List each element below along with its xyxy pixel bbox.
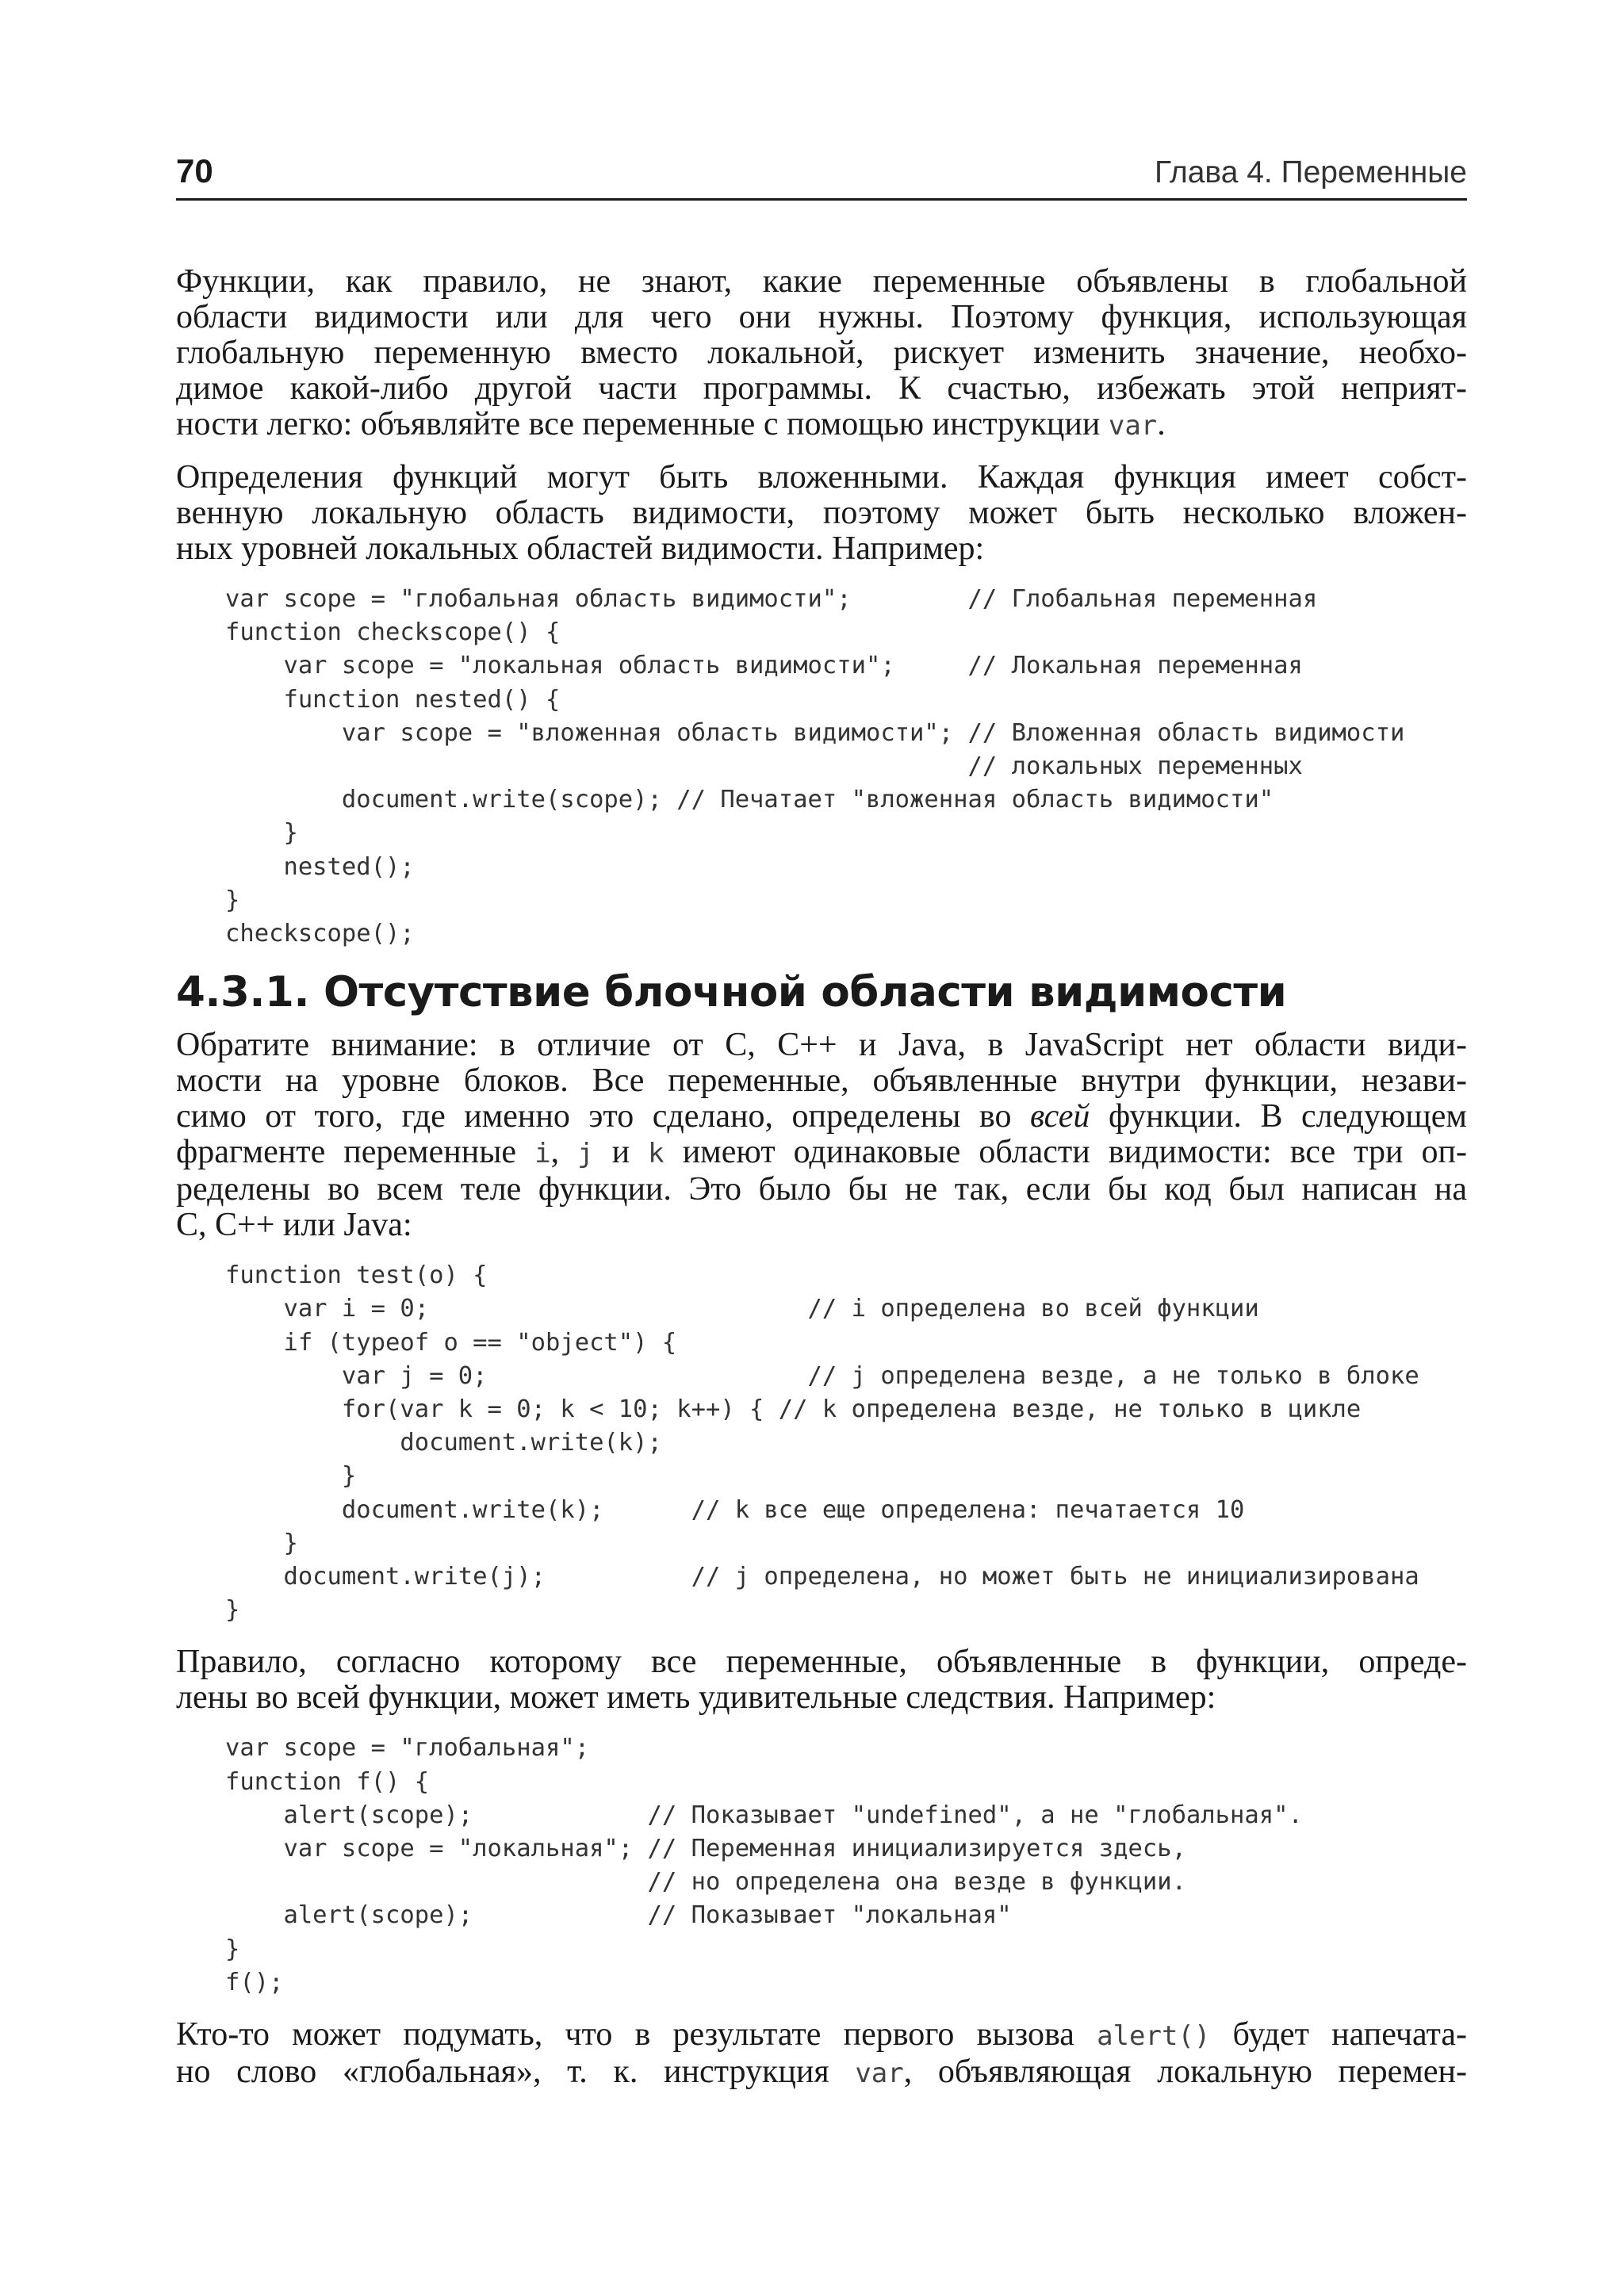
text-line: [176, 1135, 1467, 1172]
text-line: [176, 2017, 1467, 2054]
text-fragment: функции. В следующем: [1090, 1098, 1467, 1135]
code-line: }: [225, 1596, 240, 1625]
inline-code-k: k: [648, 1138, 665, 1170]
code-line: document.write(scope); // Печатает "вложенная область видимости": [225, 786, 1274, 814]
code-line: var scope = "локальная область видимости"; // Локальная переменная: [225, 652, 1303, 680]
text-fragment: .: [1157, 406, 1166, 442]
inline-code-i: i: [534, 1138, 551, 1170]
chapter-title: Глава 4. Переменные: [1155, 155, 1467, 189]
text-line: области видимости или для чего они нужны. Поэтому функция, использующая: [176, 299, 1467, 335]
text-fragment: ,: [550, 1134, 578, 1171]
code-line: var scope = "глобальная";: [225, 1734, 590, 1763]
paragraph-global-scope-risk: [176, 264, 1467, 444]
inline-code-j: j: [577, 1138, 594, 1170]
code-line: }: [225, 886, 240, 914]
code-listing-test: [225, 1259, 1467, 1627]
code-line: var i = 0; // i определена во всей функции: [225, 1295, 1259, 1323]
text-fragment: , объявляющая локальную перемен-: [903, 2054, 1467, 2091]
text-line: ределены во всем теле функции. Это было бы не так, если бы код был написан на: [176, 1171, 1467, 1208]
code-line: for(var k = 0; k < 10; k++) { // k определена везде, не только в цикле: [225, 1395, 1362, 1424]
text-line: Обратите внимание: в отличие от C, C++ и Java, в JavaScript нет области види-: [176, 1027, 1467, 1064]
text-line: [176, 1099, 1467, 1135]
emphasis-text: всей: [1030, 1098, 1090, 1135]
text-fragment: и: [593, 1134, 649, 1171]
text-line: [176, 407, 1467, 444]
text-line: Правило, согласно которому все переменные, объявленные в функции, опреде-: [176, 1644, 1467, 1681]
text-fragment: ности легко: объявляйте все переменные с помощью инструкции: [176, 406, 1109, 442]
code-line: }: [225, 819, 298, 848]
code-line: function test(o) {: [225, 1261, 488, 1290]
code-listing-checkscope: [225, 583, 1467, 951]
text-line: лены во всей функции, может иметь удивительные следствия. Например:: [176, 1679, 1216, 1717]
text-line: димое какой-либо другой части программы. К счастью, избежать этой неприят-: [176, 370, 1467, 407]
text-fragment: имеют одинаковые области видимости: все три оп-: [664, 1134, 1468, 1171]
code-line: function nested() {: [225, 685, 561, 714]
code-line: document.write(k); // k все еще определена: печатается 10: [225, 1495, 1245, 1524]
inline-code-var: var: [1108, 410, 1158, 442]
code-line: var scope = "локальная"; // Переменная инициализируется здесь,: [225, 1835, 1186, 1863]
text-line: C, C++ или Java:: [176, 1207, 412, 1244]
text-line: глобальную переменную вместо локальной, рискует изменить значение, необхо-: [176, 335, 1467, 371]
inline-code-var: var: [855, 2058, 904, 2090]
running-head: [176, 143, 1467, 201]
code-line: nested();: [225, 852, 415, 881]
text-fragment: Кто-то может подумать, что в результате первого вызова: [176, 2016, 1097, 2054]
code-line: checkscope();: [225, 920, 415, 948]
text-line: венную локальную область видимости, поэтому может быть несколько вложен-: [176, 495, 1467, 531]
code-line: f();: [225, 1968, 284, 1996]
code-line: var scope = "глобальная область видимости"; // Глобальная переменная: [225, 585, 1318, 613]
inline-code-alert: alert(): [1097, 2020, 1211, 2053]
paragraph-first-alert: [176, 2017, 1467, 2092]
code-line: // но определена она везде в функции.: [225, 1868, 1186, 1897]
code-listing-hoisting: [225, 1732, 1467, 2000]
page-number: 70: [176, 152, 213, 189]
code-line: }: [225, 1935, 240, 1963]
code-line: }: [225, 1529, 298, 1557]
section-heading: 4.3.1. Отсутствие блочной области видимости: [176, 968, 1287, 1017]
code-line: var j = 0; // j определена везде, а не только в блоке: [225, 1361, 1419, 1390]
paragraph-hoisting-rule: [176, 1644, 1467, 1716]
text-fragment: фрагменте переменные: [176, 1134, 535, 1171]
text-fragment: симо от того, где именно это сделано, определены во: [176, 1098, 1030, 1135]
text-fragment: но слово «глобальная», т. к. инструкция: [176, 2054, 856, 2091]
code-line: document.write(j); // j определена, но может быть не инициализирована: [225, 1563, 1419, 1591]
code-line: // локальных переменных: [225, 752, 1303, 781]
text-line: ных уровней локальных областей видимости. Например:: [176, 530, 985, 567]
book-page: [176, 143, 1467, 2107]
code-line: function f() {: [225, 1767, 430, 1796]
code-line: document.write(k);: [225, 1429, 662, 1457]
text-line: Определения функций могут быть вложенными. Каждая функция имеет собст-: [176, 459, 1467, 496]
code-line: alert(scope); // Показывает "undefined", а не "глобальная".: [225, 1801, 1303, 1829]
code-line: function checkscope() {: [225, 618, 561, 647]
text-line: мости на уровне блоков. Все переменные, объявленные внутри функции, незави-: [176, 1062, 1467, 1100]
code-line: var scope = "вложенная область видимости"; // Вложенная область видимости: [225, 718, 1405, 747]
paragraph-nested-functions: [176, 460, 1467, 567]
paragraph-no-block-scope: [176, 1028, 1467, 1243]
text-line: Функции, как правило, не знают, какие переменные объявлены в глобальной: [176, 263, 1467, 300]
code-line: }: [225, 1462, 357, 1491]
code-line: if (typeof o == "object") {: [225, 1328, 677, 1357]
text-line: [176, 2054, 1467, 2092]
text-fragment: будет напечата-: [1210, 2016, 1467, 2054]
code-line: alert(scope); // Показывает "локальная": [225, 1901, 1012, 1930]
